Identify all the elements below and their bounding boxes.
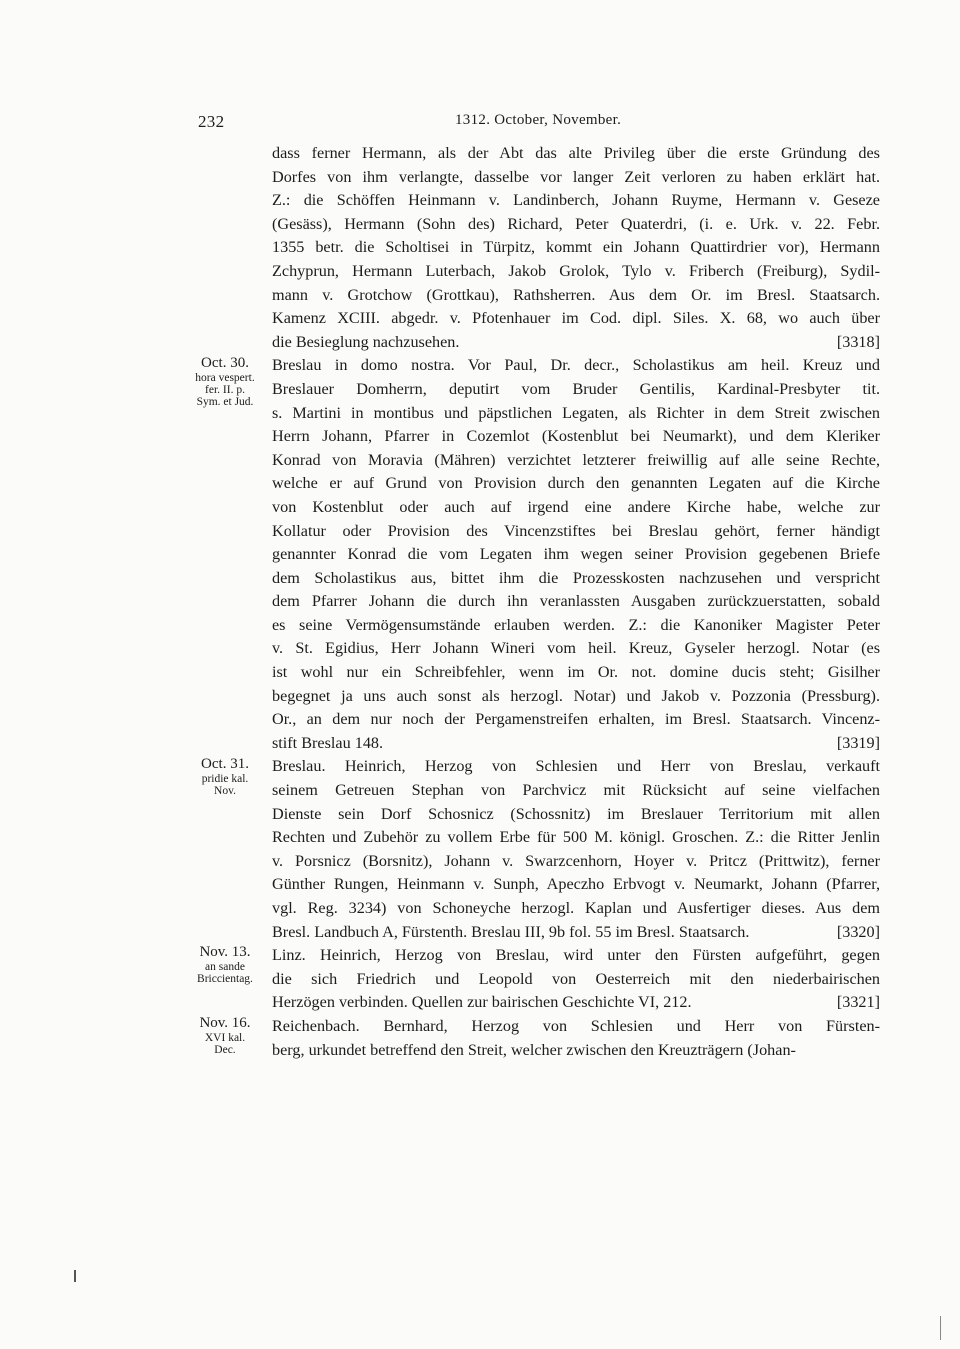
text-line: Kollatur oder Provision des Vincenzstiftes bei Breslau gehört, ferner händigt xyxy=(272,521,880,540)
line-text: stift Breslau 148. xyxy=(272,733,384,752)
text-line: Or., an dem nur noch der Pergamenstreifen erhalten, im Bresl. Staatsarch. Vincenz- xyxy=(272,710,880,729)
text-line: seinem Getreuen Stephan von Parchvicz mit Rücksicht auf seine vielfachen xyxy=(272,781,880,800)
margin-date: Oct. 30. xyxy=(201,355,249,371)
text-line: ist wohl nur ein Schreibfehler, wenn im Or. not. domine ducis steht; Gisilher xyxy=(272,663,880,682)
text-line: Breslau. Heinrich, Herzog von Schlesien und Herr von Breslau, verkauft xyxy=(272,757,880,776)
regest-number: [3320] xyxy=(836,922,880,941)
margin-sub: an sande xyxy=(205,961,245,973)
margin-date: Nov. 16. xyxy=(199,1015,251,1031)
text-line: dass ferner Hermann, als der Abt das alte Privileg über die erste Gründung des xyxy=(272,144,880,162)
text-line: dem Pfarrer Johann die durch ihn veranlassten Ausgaben zurückzuerstatten, sobald xyxy=(272,592,880,611)
line-text: Herzögen verbinden. Quellen zur bairischen Geschichte VI, 212. xyxy=(272,993,692,1012)
line-text: die Besieglung nachzusehen. xyxy=(272,332,460,351)
text-line xyxy=(272,732,880,756)
text-line xyxy=(272,331,880,355)
margin-note xyxy=(180,943,270,985)
text-line: genannter Konrad die vom Legaten ihm wegen seiner Provision gegebenen Briefe xyxy=(272,545,880,564)
running-title: 1312. October, November. xyxy=(455,112,622,128)
text-line: begegnet ja uns auch sonst als herzogl. Notar) und Jakob v. Pozzonia (Pressburg). xyxy=(272,686,880,705)
margin-note xyxy=(180,354,270,408)
text-line: Z.: die Schöffen Heinmann v. Landinberch, Johann Ruyme, Hermann v. Geseze xyxy=(272,191,880,210)
margin-sub: Dec. xyxy=(214,1044,236,1056)
text-line: Dorfes von ihm verlangte, dasselbe vor langer Zeit verloren zu haben erklärt hat. xyxy=(272,167,880,186)
margin-note xyxy=(180,1014,270,1056)
text-line: dem Scholastikus aus, bittet ihm die Prozesskosten nachzusehen und verspricht xyxy=(272,568,880,587)
text-line: Breslau in domo nostra. Vor Paul, Dr. decr., Scholastikus am heil. Kreuz und xyxy=(272,356,880,375)
text-line: Kamenz XCIII. abgedr. v. Pfotenhauer im Cod. dipl. Siles. X. 68, wo auch über xyxy=(272,309,880,328)
text-line: Reichenbach. Bernhard, Herzog von Schlesien und Herr von Fürsten- xyxy=(272,1016,880,1035)
text-line: Dienste sein Dorf Schosnicz (Schossnitz) im Breslauer Territorium mit allen xyxy=(272,804,880,823)
margin-date: Nov. 13. xyxy=(199,944,251,960)
text-line: berg, urkundet betreffend den Streit, welcher zwischen den Kreuzträgern (Johan- xyxy=(272,1040,796,1059)
text-line: Günther Rungen, Heinmann v. Sunph, Apeczho Erbvogt v. Neumarkt, Johann (Pfarrer, xyxy=(272,875,880,894)
text-line: Konrad von Moravia (Mähren) verzichtet letzterer freiwillig auf alle seine Rechte, xyxy=(272,450,880,469)
text-line: Rechten und Zubehör zu vollem Erbe für 500 M. königl. Groschen. Z.: die Ritter Jenlin xyxy=(272,828,880,847)
margin-sub: Briccientag. xyxy=(197,973,253,985)
scan-speck xyxy=(940,1316,941,1340)
margin-sub: XVI kal. xyxy=(204,1032,246,1044)
text-line: vgl. Reg. 3234) von Schoneyche herzogl. Kaplan und Ausfertiger dieses. Aus dem xyxy=(272,899,880,917)
text-line: von Kostenblut oder auch auf irgend eine andere Kirche habe, welche zur xyxy=(272,497,880,516)
margin-sub: Sym. et Jud. xyxy=(196,396,254,408)
text-line: welche er auf Grund von Provision durch den genannten Legaten auf die Kirche xyxy=(272,474,880,493)
text-line: 1355 betr. die Scholtisei in Türpitz, kommt ein Johann Quattirdrier vor), Hermann xyxy=(272,238,880,257)
text-line: (Gesäss), Hermann (Sohn des) Richard, Peter Quaterdri, (i. e. Urk. v. 22. Febr. xyxy=(272,214,880,233)
text-line: Linz. Heinrich, Herzog von Breslau, wird unter den Fürsten aufgeführt, gegen xyxy=(272,946,880,965)
page-number: 232 xyxy=(198,112,225,131)
regest-number: [3318] xyxy=(836,332,880,351)
text-line: es seine Vermögensumstände erlauben werden. Z.: die Kanoniker Magister Peter xyxy=(272,615,880,634)
regest-number: [3319] xyxy=(836,733,880,752)
text-line: Zchyprun, Hermann Luterbach, Jakob Grolok, Tylo v. Friberch (Freiburg), Sydil- xyxy=(272,261,880,280)
line-text: Bresl. Landbuch A, Fürstenth. Breslau III, 9b fol. 55 im Bresl. Staatsarch. xyxy=(272,922,750,941)
text-body xyxy=(272,142,880,1062)
margin-sub: hora vespert. xyxy=(195,372,255,384)
scan-speck xyxy=(74,1270,76,1282)
text-line: die sich Friedrich und Leopold von Oesterreich mit den niederbairischen xyxy=(272,969,880,988)
text-line xyxy=(272,921,880,945)
margin-sub: Nov. xyxy=(214,785,236,797)
margin-sub: pridie kal. xyxy=(201,773,249,785)
margin-date: Oct. 31. xyxy=(201,756,249,772)
text-line: Breslauer Domherrn, deputirt vom Bruder Gentilis, Kardinal-Presbyter tit. xyxy=(272,379,880,398)
text-line: Herrn Johann, Pfarrer in Cozemlot (Kostenblut bei Neumarkt), und dem Kleriker xyxy=(272,427,880,446)
regest-number: [3321] xyxy=(836,993,880,1012)
text-line: v. Porsnicz (Borsnitz), Johann v. Swarzcenhorn, Hoyer v. Pritcz (Prittwitz), ferner xyxy=(272,851,880,870)
text-line: mann v. Grotchow (Grottkau), Rathsherren. Aus dem Or. im Bresl. Staatsarch. xyxy=(272,285,880,304)
margin-sub: fer. II. p. xyxy=(205,384,245,396)
margin-note xyxy=(180,755,270,797)
text-line xyxy=(272,991,880,1015)
text-line: v. St. Egidius, Herr Johann Wineri vom heil. Kreuz, Gyseler herzogl. Notar (es xyxy=(272,639,880,658)
text-line: s. Martini in montibus und päpstlichen Legaten, als Richter in dem Streit zwischen xyxy=(272,403,880,422)
